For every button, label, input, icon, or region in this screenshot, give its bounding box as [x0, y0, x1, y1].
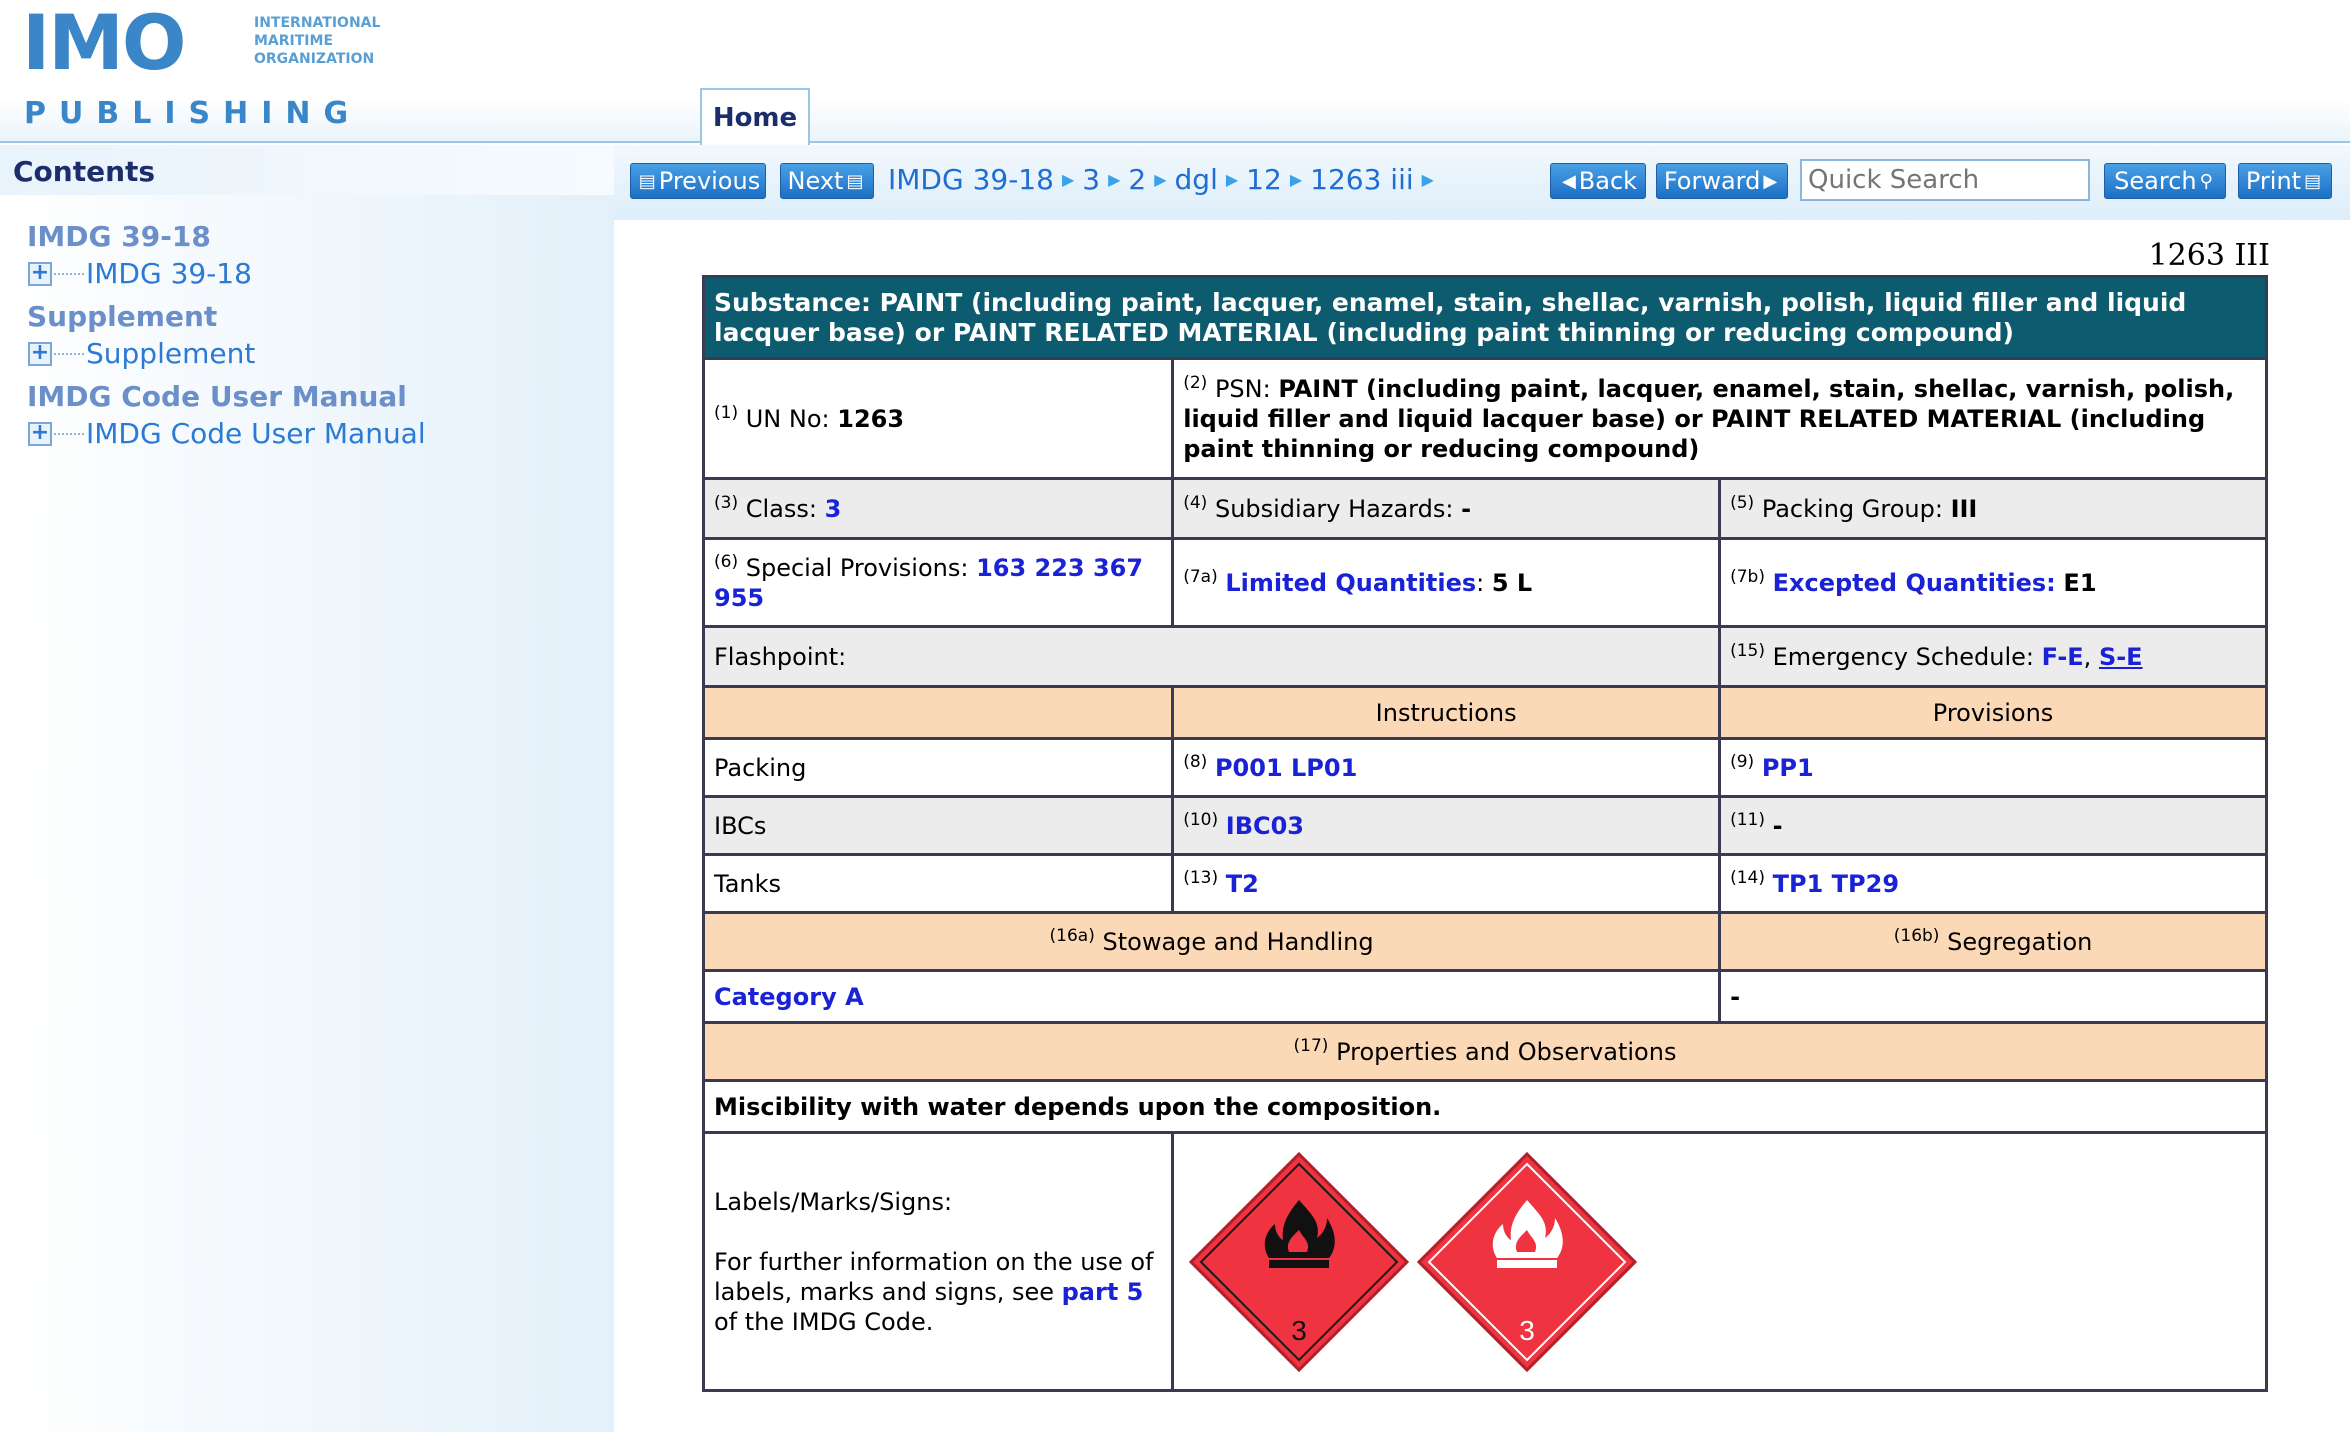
main-content — [614, 220, 2350, 1432]
print-button[interactable]: Print ▤ — [2238, 163, 2332, 199]
ems-fire-link[interactable]: F-E — [2041, 642, 2084, 671]
contents-sidebar — [0, 145, 614, 1432]
breadcrumb-arrow-icon: ▶ — [1108, 169, 1121, 189]
stowage-cell — [704, 971, 1720, 1023]
printer-icon: ▤ — [2304, 170, 2322, 192]
tree-connector — [54, 273, 84, 275]
ibc-provisions-cell: $^{(11)}$ - — [1720, 797, 2267, 855]
table-row — [704, 479, 2267, 539]
logo-imo-text: IMO — [22, 0, 185, 87]
search-button[interactable]: Search ⚲ — [2104, 163, 2226, 199]
breadcrumb-arrow-icon: ▶ — [1225, 169, 1239, 189]
subsidiary-hazards-cell: $^{(4)}$ Subsidiary Hazards: - — [1173, 479, 1720, 539]
limited-quantities-link[interactable]: Limited Quantities — [1225, 568, 1477, 597]
next-page-icon: ▤ — [846, 170, 864, 192]
stowage-category-link[interactable]: Category A — [714, 982, 864, 1011]
excepted-quantities-cell: $^{(7b)}$ Excepted Quantities: E1 — [1720, 539, 2267, 627]
packing-provisions-link[interactable]: PP1 — [1761, 753, 1814, 782]
breadcrumb-item[interactable]: 12 — [1246, 162, 1282, 196]
table-row — [704, 797, 2267, 855]
next-button[interactable]: Next ▤ — [780, 163, 874, 199]
flammable-liquid-label-white-icon — [1417, 1152, 1637, 1372]
flashpoint-cell: Flashpoint: — [704, 627, 1720, 687]
tanks-label: Tanks — [704, 855, 1173, 913]
forward-arrow-icon: ▶ — [1763, 170, 1778, 192]
packing-provisions-cell: $^{(9)}$ PP1 — [1720, 739, 2267, 797]
segregation-header: $^{(16b)}$ Segregation — [1720, 913, 2267, 971]
breadcrumb-arrow-icon: ▶ — [1154, 169, 1167, 189]
toc-item-label[interactable]: Supplement — [86, 337, 256, 370]
back-button[interactable]: ◀ Back — [1550, 163, 1646, 199]
breadcrumb-item[interactable]: IMDG 39-18 — [888, 162, 1054, 196]
expand-icon[interactable]: + — [28, 342, 52, 366]
forward-button[interactable]: Forward ▶ — [1656, 163, 1788, 199]
toc-heading-supplement[interactable]: Supplement — [27, 300, 218, 333]
ibc-instructions-link[interactable]: IBC03 — [1225, 811, 1304, 840]
properties-header: $^{(17)}$ Properties and Observations — [704, 1023, 2267, 1081]
part-5-link[interactable]: part 5 — [1061, 1277, 1144, 1306]
packing-label: Packing — [704, 739, 1173, 797]
class-cell: $^{(3)}$ Class: 3 — [704, 479, 1173, 539]
tab-home[interactable]: Home — [700, 88, 810, 145]
table-row — [704, 539, 2267, 627]
un-number: 1263 — [837, 404, 905, 433]
toc-item-label[interactable]: IMDG 39-18 — [86, 257, 252, 290]
label-class-number: 3 — [1519, 1314, 1536, 1346]
breadcrumb-arrow-icon: ▶ — [1289, 169, 1303, 189]
tank-provisions-link[interactable]: TP1 TP29 — [1772, 869, 1900, 898]
table-row — [704, 739, 2267, 797]
toc-item-user-manual[interactable] — [28, 417, 426, 450]
breadcrumb-item[interactable]: 2 — [1128, 162, 1147, 196]
table-row — [704, 1023, 2267, 1081]
table-row — [704, 1133, 2267, 1391]
tree-connector — [54, 353, 84, 355]
tree-connector — [54, 433, 84, 435]
toc-item-imdg[interactable] — [28, 257, 252, 290]
table-row — [704, 971, 2267, 1023]
table-row — [704, 627, 2267, 687]
excepted-quantities-link[interactable]: Excepted Quantities: — [1772, 568, 2056, 597]
header-provisions: Provisions — [1720, 687, 2267, 739]
breadcrumb-arrow-icon: ▶ — [1061, 169, 1075, 189]
previous-button[interactable]: ▤ Previous — [630, 163, 766, 199]
table-row — [704, 687, 2267, 739]
properties-cell: Miscibility with water depends upon the composition. — [704, 1081, 2267, 1133]
stowage-header: $^{(16a)}$ Stowage and Handling — [704, 913, 1720, 971]
toc-item-label[interactable]: IMDG Code User Manual — [86, 417, 426, 450]
substance-title: Substance: PAINT (including paint, lacquer, enamel, stain, shellac, varnish, polish, liquid filler and liquid lacquer base) or PAINT RELATED MATERIAL (including paint thinning or reducing compound) — [704, 277, 2267, 359]
magnifier-icon: ⚲ — [2199, 170, 2213, 192]
ems-spill-link[interactable]: S-E — [2098, 642, 2143, 671]
record-id: 1263 III — [2148, 238, 2270, 273]
header-blank-cell — [704, 687, 1173, 739]
flammable-liquid-label-black-icon — [1189, 1152, 1409, 1372]
quick-search-input[interactable] — [1800, 159, 2090, 201]
table-row — [704, 1081, 2267, 1133]
packing-group-cell: $^{(5)}$ Packing Group: III — [1720, 479, 2267, 539]
navigation-toolbar — [614, 145, 2350, 220]
hazard-labels-cell — [1173, 1133, 2267, 1391]
segregation-cell: - — [1720, 971, 2267, 1023]
header-instructions: Instructions — [1173, 687, 1720, 739]
class-link[interactable]: 3 — [824, 494, 842, 523]
contents-title: Contents — [13, 155, 156, 188]
breadcrumb-arrow-icon: ▶ — [1421, 169, 1434, 189]
toc-heading-imdg[interactable]: IMDG 39-18 — [27, 220, 211, 253]
table-row — [704, 913, 2267, 971]
expand-icon[interactable]: + — [28, 422, 52, 446]
proper-shipping-name: PAINT (including paint, lacquer, enamel, stain, shellac, varnish, polish, liquid filler and liquid lacquer base) or PAINT RELATED MATERIAL (including paint thinning or reducing compound) — [1183, 374, 2235, 463]
ibc-instructions-cell: $^{(10)}$ IBC03 — [1173, 797, 1720, 855]
toc-item-supplement[interactable] — [28, 337, 255, 370]
site-header — [0, 0, 2350, 143]
packing-instructions-link[interactable]: P001 LP01 — [1214, 753, 1358, 782]
packing-instructions-cell: $^{(8)}$ P001 LP01 — [1173, 739, 1720, 797]
tank-instructions-link[interactable]: T2 — [1225, 869, 1259, 898]
tank-instructions-cell: $^{(13)}$ T2 — [1173, 855, 1720, 913]
breadcrumb — [888, 159, 1442, 199]
table-row — [704, 277, 2267, 359]
emergency-schedule-cell: $^{(15)}$ Emergency Schedule: F-E, S-E — [1720, 627, 2267, 687]
dangerous-goods-table — [702, 275, 2268, 1392]
logo-publishing-text: PUBLISHING — [24, 96, 362, 131]
special-provisions-links[interactable]: 163 223 367 955 — [714, 553, 1144, 612]
toc-heading-user-manual[interactable]: IMDG Code User Manual — [27, 380, 407, 413]
previous-page-icon: ▤ — [638, 170, 656, 192]
breadcrumb-item[interactable]: 3 — [1082, 162, 1101, 196]
psn-cell: $^{(2)}$ PSN: PAINT (including paint, lacquer, enamel, stain, shellac, varnish, polish, liquid filler and liquid lacquer base) or PAINT RELATED MATERIAL (including paint thinning or reducing compound) — [1173, 359, 2267, 479]
expand-icon[interactable]: + — [28, 262, 52, 286]
logo-org-name: INTERNATIONAL MARITIME ORGANIZATION — [254, 15, 381, 67]
tank-provisions-cell: $^{(14)}$ TP1 TP29 — [1720, 855, 2267, 913]
label-class-number: 3 — [1291, 1314, 1308, 1346]
special-provisions-cell: $^{(6)}$ Special Provisions: 163 223 367 955 — [704, 539, 1173, 627]
imo-publishing-logo[interactable] — [22, 0, 402, 131]
labels-info-cell: Labels/Marks/Signs: For further information on the use of labels, marks and signs, see part 5 of the IMDG Code. — [704, 1133, 1173, 1391]
table-row — [704, 359, 2267, 479]
ibcs-label: IBCs — [704, 797, 1173, 855]
table-row — [704, 855, 2267, 913]
breadcrumb-item[interactable]: 1263 iii — [1310, 162, 1414, 196]
breadcrumb-item[interactable]: dgl — [1174, 162, 1218, 196]
back-arrow-icon: ◀ — [1561, 170, 1576, 192]
limited-quantities-cell: $^{(7a)}$ Limited Quantities: 5 L — [1173, 539, 1720, 627]
un-number-cell: $^{(1)}$ UN No: 1263 — [704, 359, 1173, 479]
